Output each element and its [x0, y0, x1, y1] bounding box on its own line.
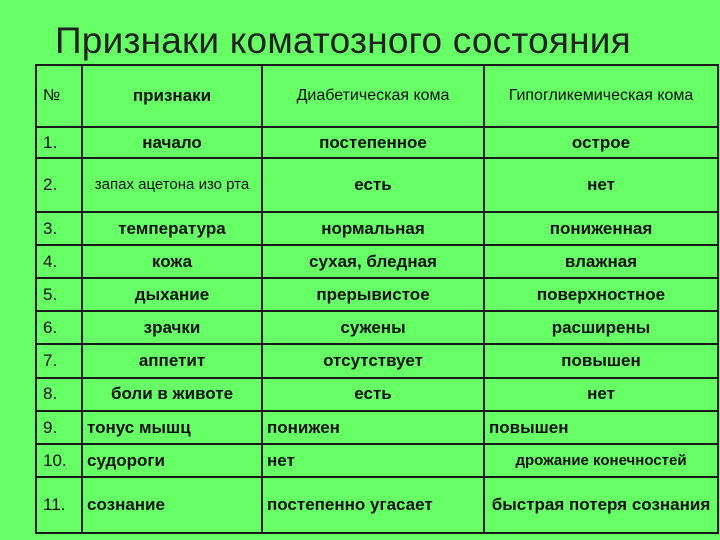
row-sign: аппетит — [82, 344, 262, 377]
table-row — [36, 378, 718, 411]
row-diabetic: сужены — [262, 311, 484, 344]
coma-signs-table — [35, 64, 719, 534]
row-diabetic: понижен — [262, 411, 484, 444]
row-num: 7. — [36, 344, 82, 377]
header-sign: признаки — [82, 65, 262, 127]
table-row — [36, 158, 718, 212]
header-num: № — [36, 65, 82, 127]
table-row — [36, 127, 718, 158]
row-hypoglycemic: поверхностное — [484, 278, 718, 311]
row-num: 3. — [36, 212, 82, 245]
row-num: 4. — [36, 245, 82, 278]
row-hypoglycemic: повышен — [484, 411, 718, 444]
row-num: 9. — [36, 411, 82, 444]
table-header-row — [36, 65, 718, 127]
header-hypoglycemic: Гипогликемическая кома — [484, 65, 718, 127]
row-num: 11. — [36, 477, 82, 533]
row-diabetic: отсутствует — [262, 344, 484, 377]
row-sign: судороги — [82, 444, 262, 477]
row-hypoglycemic: острое — [484, 127, 718, 158]
row-sign: дыхание — [82, 278, 262, 311]
row-sign: зрачки — [82, 311, 262, 344]
row-sign: сознание — [82, 477, 262, 533]
row-hypoglycemic: влажная — [484, 245, 718, 278]
table-row — [36, 278, 718, 311]
row-num: 6. — [36, 311, 82, 344]
table-row — [36, 444, 718, 477]
row-num: 10. — [36, 444, 82, 477]
table-row — [36, 212, 718, 245]
row-diabetic: нормальная — [262, 212, 484, 245]
row-sign: начало — [82, 127, 262, 158]
row-diabetic: есть — [262, 158, 484, 212]
row-hypoglycemic: расширены — [484, 311, 718, 344]
row-num: 8. — [36, 378, 82, 411]
table-row — [36, 477, 718, 533]
row-diabetic: постепенно угасает — [262, 477, 484, 533]
row-num: 5. — [36, 278, 82, 311]
page-title: Признаки коматозного состояния — [55, 20, 631, 61]
table-row — [36, 411, 718, 444]
header-diabetic: Диабетическая кома — [262, 65, 484, 127]
row-hypoglycemic: пониженная — [484, 212, 718, 245]
row-hypoglycemic: дрожание конечностей — [484, 444, 718, 477]
row-diabetic: сухая, бледная — [262, 245, 484, 278]
row-diabetic: прерывистое — [262, 278, 484, 311]
row-diabetic: есть — [262, 378, 484, 411]
row-diabetic: постепенное — [262, 127, 484, 158]
row-diabetic: нет — [262, 444, 484, 477]
row-sign: запах ацетона изо рта — [82, 158, 262, 212]
table-row — [36, 344, 718, 377]
row-num: 2. — [36, 158, 82, 212]
row-sign: тонус мышц — [82, 411, 262, 444]
row-num: 1. — [36, 127, 82, 158]
table-row — [36, 311, 718, 344]
row-sign: боли в животе — [82, 378, 262, 411]
row-hypoglycemic: нет — [484, 378, 718, 411]
row-sign: температура — [82, 212, 262, 245]
table-row — [36, 245, 718, 278]
row-sign: кожа — [82, 245, 262, 278]
row-hypoglycemic: нет — [484, 158, 718, 212]
row-hypoglycemic: повышен — [484, 344, 718, 377]
row-hypoglycemic: быстрая потеря сознания — [484, 477, 718, 533]
